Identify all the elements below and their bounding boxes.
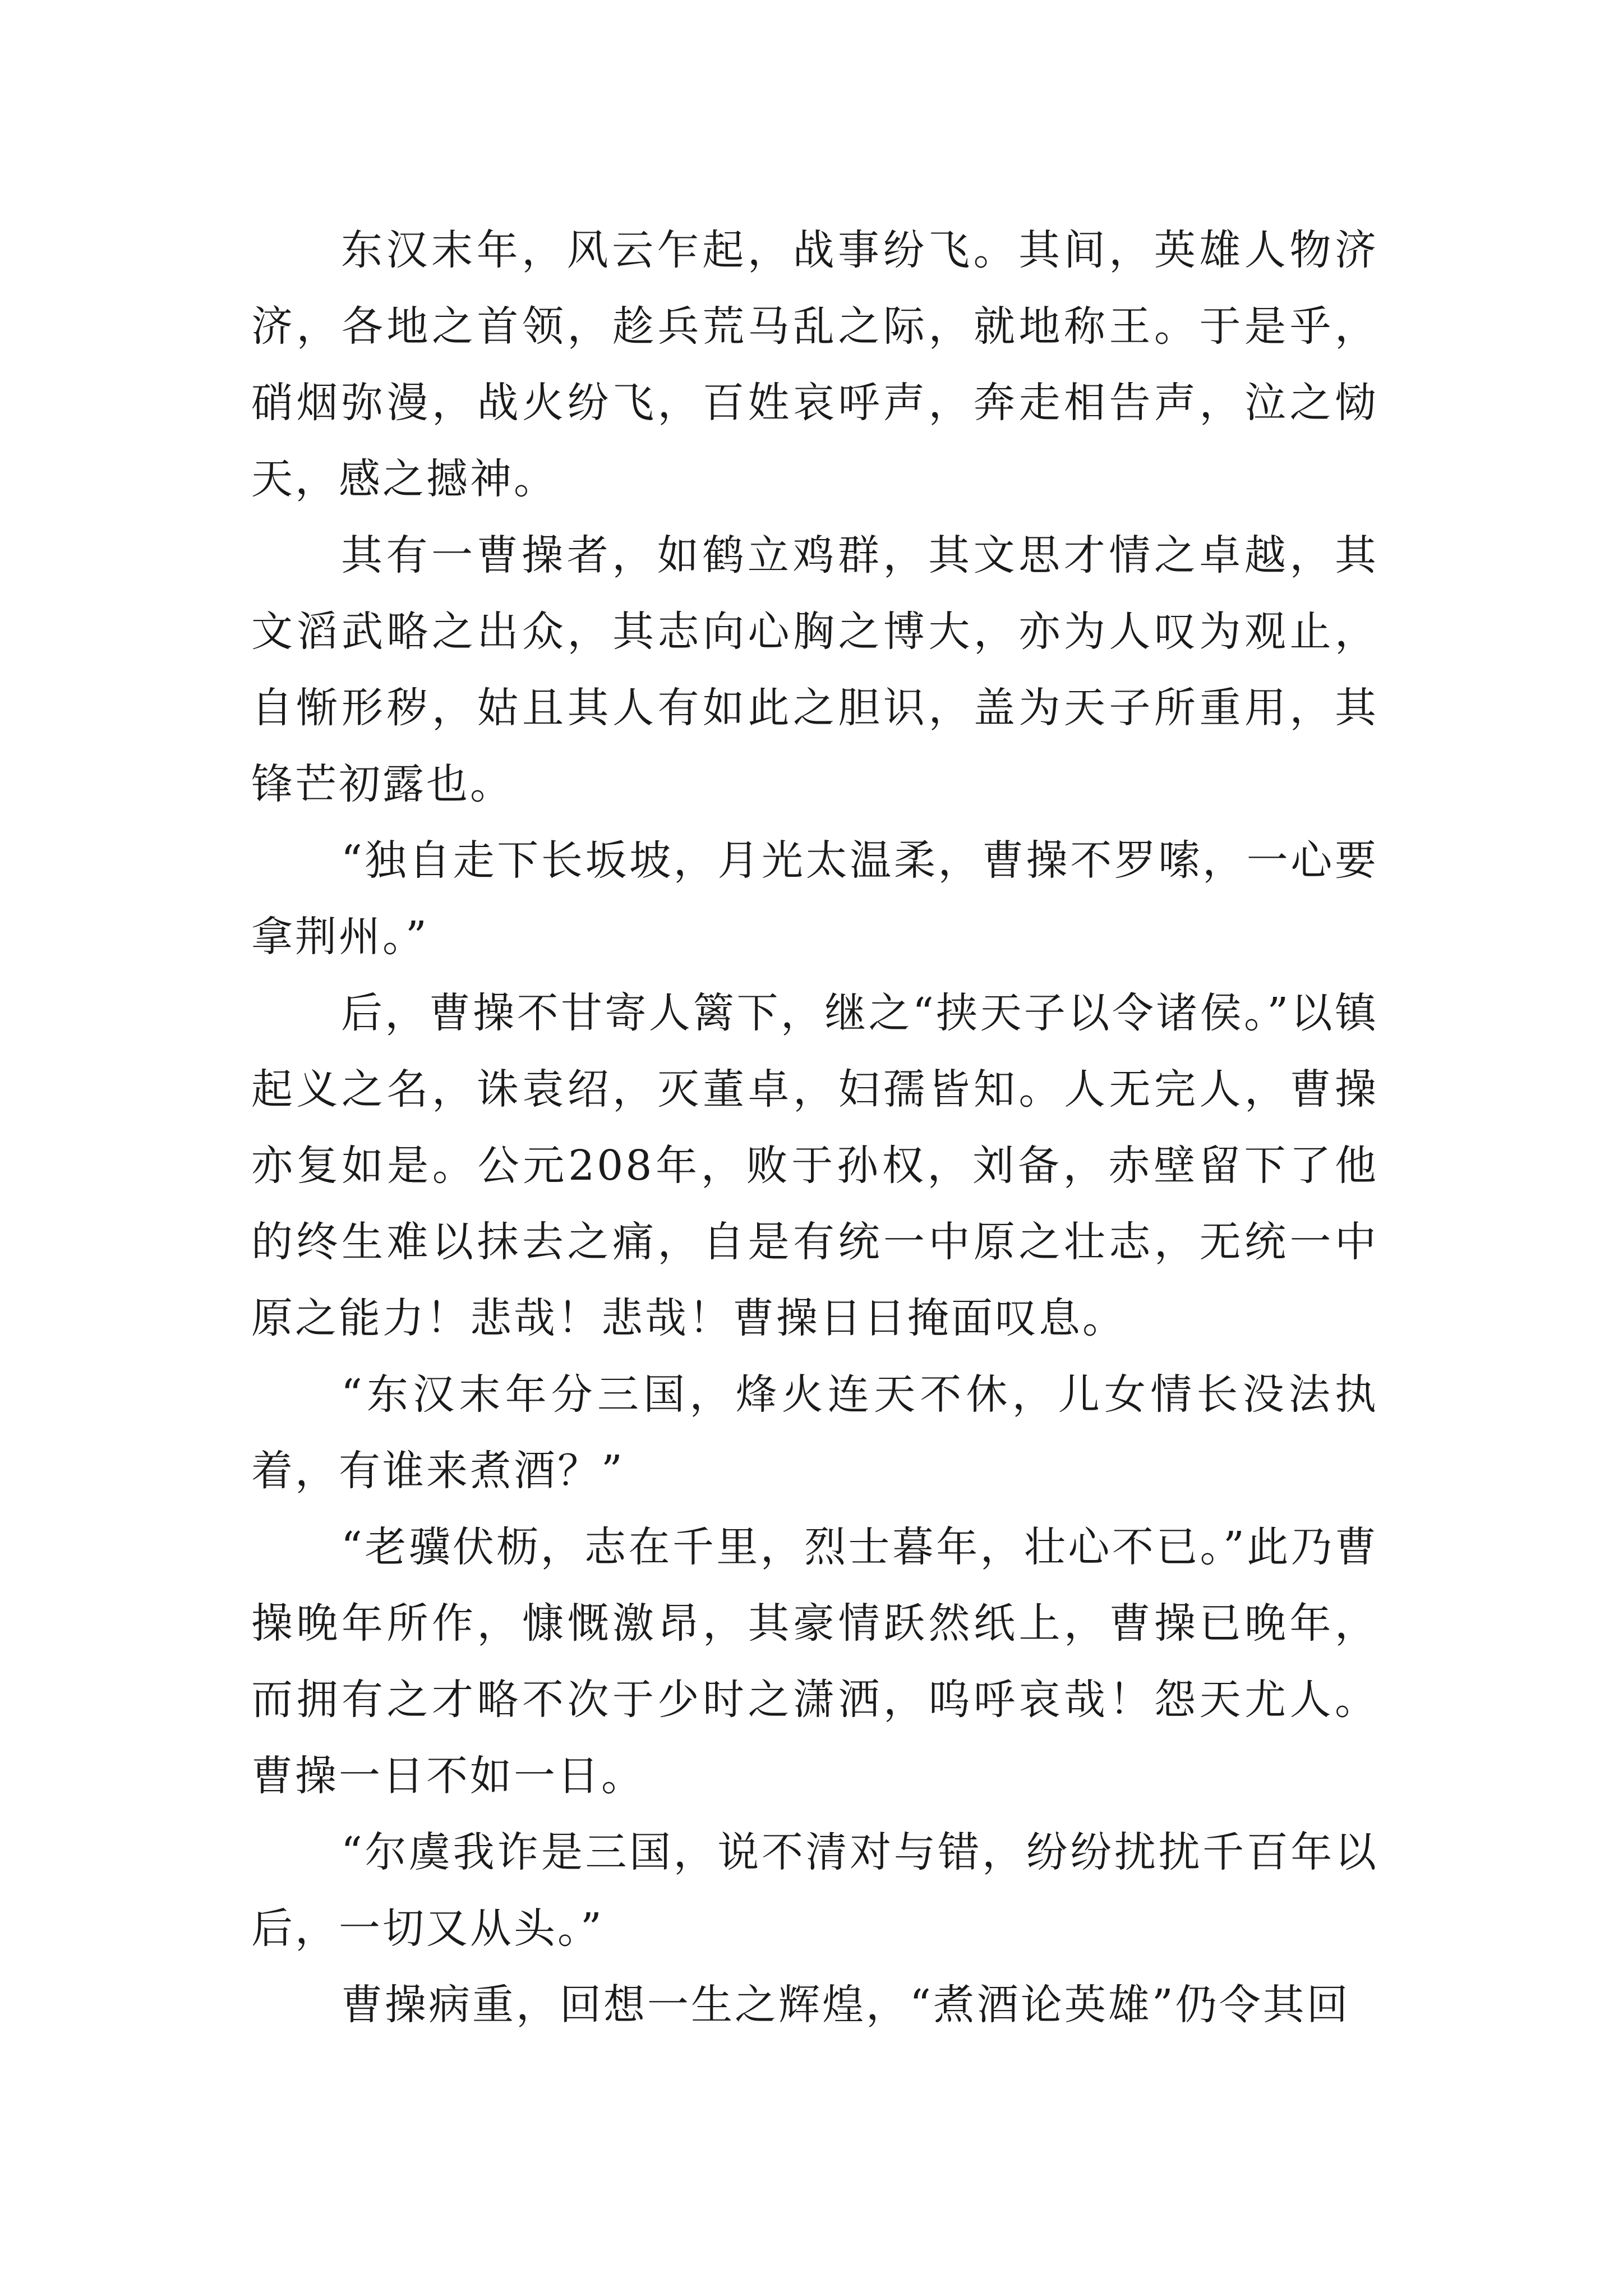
paragraph-5: “东汉末年分三国，烽火连天不休，儿女情长没法执着，有谁来煮酒？”: [251, 1370, 1378, 1495]
paragraph-6: “老骥伏枥，志在千里，烈士暮年，壮心不已。”此乃曹操晚年所作，慷慨激昂，其豪情跃然纸上，曹操已晚年，而拥有之才略不次于少时之潇洒，呜呼哀哉！怨天尤人。曹操一日不如一日。: [251, 1523, 1378, 1800]
paragraph-4: 后，曹操不甘寄人篱下，继之“挟天子以令诸侯。”以镇起义之名，诛袁绍，灭董卓，妇孺皆知。人无完人，曹操亦复如是。公元208年，败于孙权，刘备，赤壁留下了他的终生难以抹去之痛，自是有统一中原之壮志，无统一中原之能力！悲哉！悲哉！曹操日日掩面叹息。: [251, 989, 1378, 1342]
paragraph-7: “尔虞我诈是三国，说不清对与错，纷纷扰扰千百年以后，一切又从头。”: [251, 1828, 1378, 1953]
paragraph-8: 曹操病重，回想一生之辉煌，“煮酒论英雄”仍令其回: [341, 1981, 1350, 2029]
paragraph-2: 其有一曹操者，如鹤立鸡群，其文思才情之卓越，其文滔武略之出众，其志向心胸之博大，亦为人叹为观止，自惭形秽，姑且其人有如此之胆识，盖为天子所重用，其锋芒初露也。: [251, 531, 1378, 808]
body-text: [251, 212, 1378, 2043]
paragraph-1: 东汉末年，风云乍起，战事纷飞。其间，英雄人物济济，各地之首领，趁兵荒马乱之际，就地称王。于是乎，硝烟弥漫，战火纷飞，百姓哀呼声，奔走相告声，泣之恸天，感之撼神。: [251, 226, 1378, 503]
paragraph-3: “独自走下长坂坡，月光太温柔，曹操不罗嗦，一心要拿荆州。”: [251, 836, 1378, 961]
